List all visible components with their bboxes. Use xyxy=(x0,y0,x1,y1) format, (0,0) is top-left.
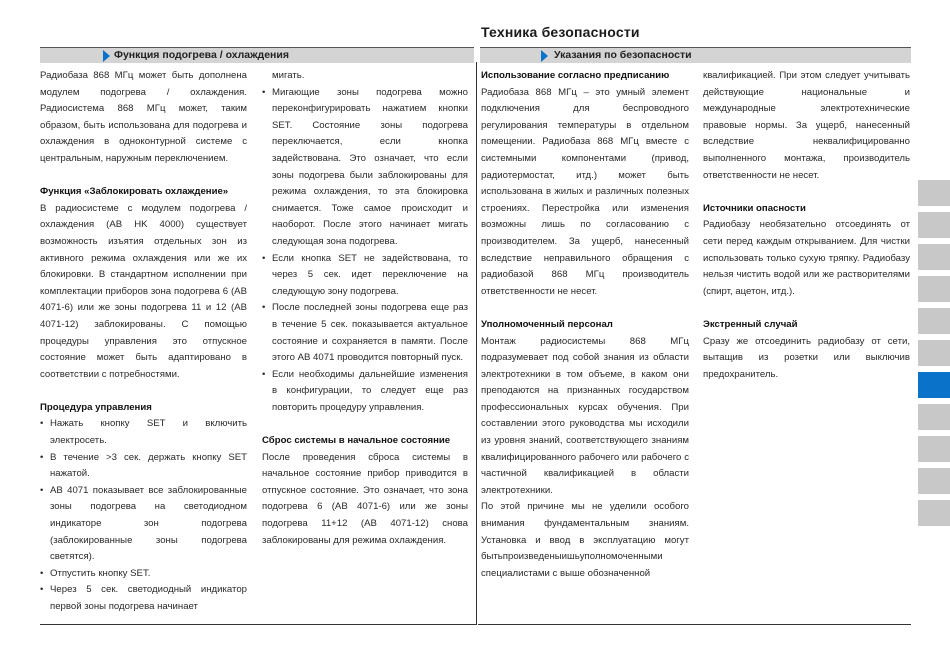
section-title: Функция подогрева / охлаждения xyxy=(114,49,289,61)
list-item: • AB 4071 показывает все заблокированные зоны подогрева на светодиодном индикаторе зон подогрева (заблокированные зоны подогрева светятся). xyxy=(40,483,247,566)
usage-paragraph: Радиобаза 868 МГц – это умный элемент подключения для беспроводного регулирования температуры в отдельном помещении. Радиобаза 868 МГц вместе с системными компонентами (привод, радиотермостат, итд.) может быть использована в жилых и различных полезных строениях. Перестройка или изменения возможны лишь по согласованию с производителем. За ущерб, нанесенный вследствие неправильного обращения с радиобазой 868 МГц производитель ответственности не несет. xyxy=(481,86,689,297)
reset-paragraph: После проведения сброса системы в начальное состояние прибор приводится в отпускное состояние. Это означает, что зона подогрева 6 (AB 4071-6) или же зоны подогрева 11+12 (AB 4071-12) снова заблокированы для режима охлаждения. xyxy=(262,451,468,546)
list-item: • Нажать кнопку SET и включить электросеть. xyxy=(40,416,247,449)
block-cooling-paragraph: В радиосистеме с модулем подогрева / охлаждения (AB HK 4000) существует возможность изъятия отдельных зон из активного режима охлаждения или же их блокировки. В стандартном исполнении при комплектации приборов зона подогрева 6 (AB 4071-6) или же зоны подогрева 11 и 12 (AB 4071-12) заблокированы. С помощью процедуры управления это отпускное состояние может быть адаптировано в соответствии с потребностями. xyxy=(40,202,247,380)
staff-paragraph: Монтаж радиосистемы 868 МГц подразумевает под собой знания из области электротехники в том объеме, в каком они преподаются на признанных государством профессиональных курсах обучения. При составлении этого руководства мы исходили из уровня знаний, соответствующего знаниям квалифицированного рабочего или рабочего с частичной квалификацией в области электротехники. xyxy=(481,335,689,496)
text-column-3 xyxy=(481,68,689,582)
page-title: Техника безопасности xyxy=(481,24,640,40)
list-item: • Если кнопка SET не задействована, то через 5 сек. идет переключение на следующую зону подогрева. xyxy=(262,251,468,301)
chapter-tab[interactable] xyxy=(918,468,950,494)
staff-paragraph-2: По этой причине мы не уделили особого внимания фундаментальным знаниям. Установка и ввод в эксплуатацию могут бытьпроизведеныишьуполномоченными специалистами с выше обозначенной xyxy=(481,501,689,579)
column-divider xyxy=(476,62,477,625)
list-item: • Через 5 сек. светодиодный индикатор первой зоны подогрева начинает xyxy=(40,582,247,615)
bottom-rule-right xyxy=(478,624,911,625)
chapter-tab-active[interactable] xyxy=(918,372,950,398)
triangle-arrow-icon xyxy=(541,50,548,62)
chapter-tab[interactable] xyxy=(918,500,950,526)
procedure-heading: Процедура управления xyxy=(40,401,152,413)
chapter-tab[interactable] xyxy=(918,244,950,270)
continuation-text: квалификацией. При этом следует учитывать действующие национальные и международные электротехнические правовые нормы. За ущерб, нанесенный вследствие неквалифицированно выполненного монтажа, производитель ответственности не несет. xyxy=(703,70,910,181)
danger-paragraph: Радиобазу необязательно отсоединять от сети перед каждым открыванием. Для чистки использовать только сухую тряпку. Радиобазу нельзя чистить водой или же растворителями (спирт, ацетон, итд.). xyxy=(703,219,910,297)
list-item: • Отпустить кнопку SET. xyxy=(40,566,247,583)
chapter-tab[interactable] xyxy=(918,212,950,238)
usage-heading: Использование согласно предписанию xyxy=(481,70,670,81)
chapter-tab[interactable] xyxy=(918,276,950,302)
emergency-paragraph: Сразу же отсоединить радиобазу от сети, вытащив из розетки или выключив предохранитель. xyxy=(703,335,910,380)
chapter-tab[interactable] xyxy=(918,340,950,366)
section-header-heating-cooling xyxy=(40,47,474,63)
triangle-arrow-icon xyxy=(103,50,110,62)
text-column-1 xyxy=(40,68,247,616)
bottom-rule-left xyxy=(40,624,476,625)
list-item: • В течение >3 сек. держать кнопку SET нажатой. xyxy=(40,450,247,483)
staff-heading: Уполномоченный персонал xyxy=(481,318,613,330)
chapter-tab[interactable] xyxy=(918,404,950,430)
list-item: • Если необходимы дальнейшие изменения в конфигурации, то следует еще раз повторить процедуру управления. xyxy=(262,367,468,417)
section-title: Указания по безопасности xyxy=(554,49,692,61)
danger-heading: Источники опасности xyxy=(703,202,806,214)
intro-paragraph: Радиобаза 868 МГц может быть дополнена модулем подогрева / охлаждения. Радиосистема 868 МГц может, таким образом, быть использована для подогрева и охлаждения в одноконтурной системе с центральным, наружным переключением. xyxy=(40,70,247,164)
section-header-safety xyxy=(480,47,911,63)
chapter-tab[interactable] xyxy=(918,180,950,206)
continuation-text: мигать. xyxy=(272,70,305,81)
list-item: • После последней зоны подогрева еще раз в течение 5 сек. показывается актуальное состояние и сохраняется в памяти. После этого AB 4071 проводится повторный пуск. xyxy=(262,300,468,366)
block-cooling-heading: Функция «Заблокировать охлаждение» xyxy=(40,186,229,198)
procedure-list-continued xyxy=(262,85,468,417)
procedure-list xyxy=(40,416,247,615)
list-item: • Мигающие зоны подогрева можно переконфигурировать нажатием кнопки SET. Состояние зоны подогрева переключается, если кнопка задействована. Это означает, что если зоны подогрева были заблокированы для режима охлаждения, то эта блокировка снимается. Тоже самое происходит и наоборот. После этого начинает мигать следующая зона подогрева. xyxy=(262,85,468,251)
emergency-heading: Экстренный случай xyxy=(703,318,798,330)
chapter-tabs xyxy=(918,180,950,532)
chapter-tab[interactable] xyxy=(918,436,950,462)
chapter-tab[interactable] xyxy=(918,308,950,334)
text-column-2 xyxy=(262,68,468,549)
reset-heading: Сброс системы в начальное состояние xyxy=(262,435,451,447)
text-column-4 xyxy=(703,68,910,383)
